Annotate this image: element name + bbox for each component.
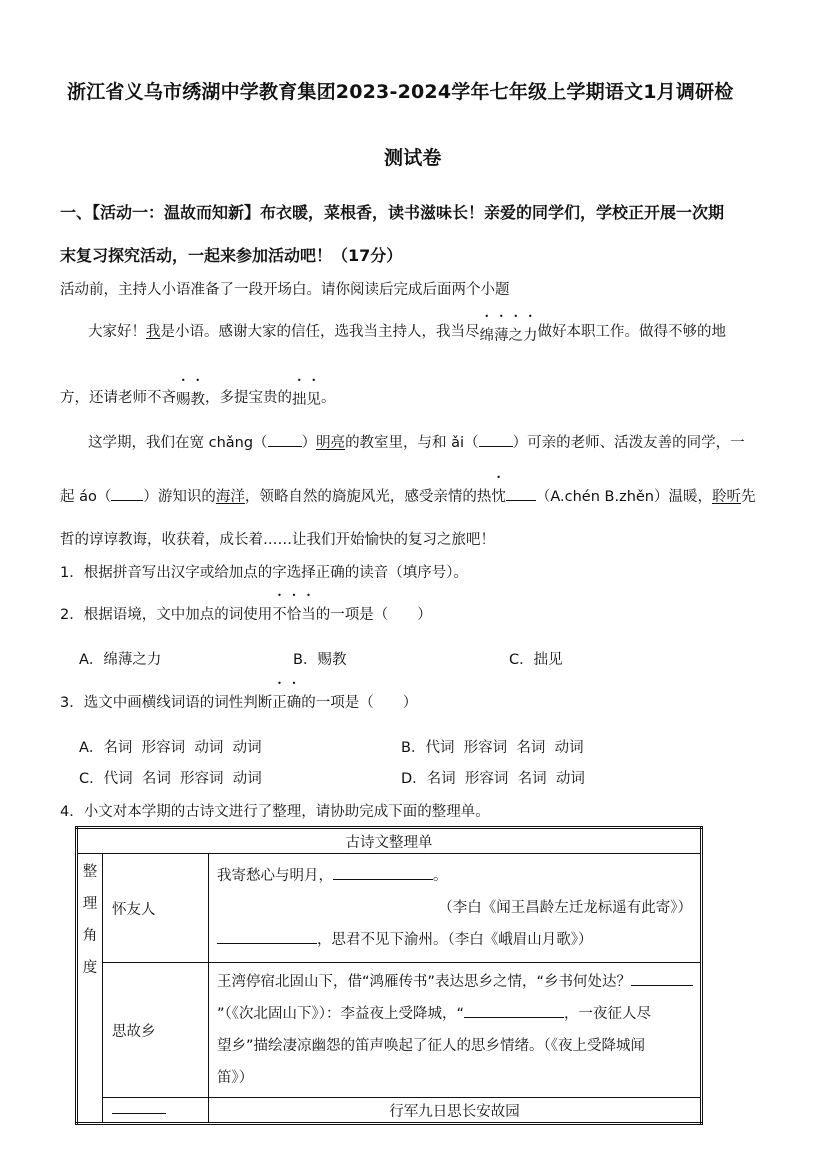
content-cell-poem-title: 行军九日思长安故园 [209,1098,702,1124]
passage-text: 这学期，我们在宽 chǎng（ [88,435,268,451]
poem-blank-4[interactable] [464,1017,564,1018]
poem-line: 笛》） [217,1070,254,1086]
passage-text: 做好本职工作。做得不够的地 [537,324,726,340]
question-text: 的一项是（ ） [301,695,418,711]
passage-text: ） [301,435,317,451]
q3-option-d[interactable]: D．名词 形容词 名词 动词 [401,771,585,787]
content-cell-homesick [209,963,702,1098]
pinyin-blank-3[interactable] [111,500,143,501]
pinyin-blank-1[interactable] [268,446,302,447]
question-4: 4．小文对本学期的古诗文进行了整理，请协助完成下面的整理单。 [60,804,490,820]
poem-line: ，一夜征人尽 [564,1006,652,1022]
underlined-word-wo: 我 [146,324,161,340]
q3-option-a[interactable]: A．名词 形容词 动词 动词 [79,740,262,756]
passage-text: ）游知识的 [143,489,216,505]
passage-text: ，领略自然的旖旎风光，感受亲情的热 [244,489,492,505]
q2-option-b[interactable]: B．赐教 [293,652,347,668]
q3-option-b[interactable]: B．代词 形容词 名词 动词 [401,740,584,756]
intro-text: 活动前，主持人小语准备了一段开场白。请你阅读后完成后面两个小题 [60,282,510,298]
passage-line4 [60,485,756,506]
poetry-summary-table [75,826,703,1125]
passage-text: ）可亲的老师、活泼友善的同学，一 [512,435,745,451]
underlined-word-haiyang: 海洋 [215,489,245,505]
passage-text: 。 [321,390,336,406]
page-title-line2: 测试卷 [384,147,442,169]
category-cell: 怀友人 [103,854,209,963]
category-cell: 思故乡 [103,963,209,1098]
q2-option-a[interactable]: A．绵薄之力 [79,652,162,668]
passage-text: 是小语。感谢大家的信任，选我当主持人，我当尽 [160,324,480,340]
poem-source: （李白《闻王昌龄左迁龙标遥有此寄》） [438,900,692,916]
question-3 [60,691,417,712]
reading-choice-blank[interactable] [506,500,536,501]
dotted-word-buqiadang: 不恰当 [272,607,316,623]
question-2 [60,603,432,624]
poem-line: 。 [433,868,448,884]
passage-text: 方，还请老师不吝 [60,390,176,406]
question-1: 1．根据拼音写出汉字或给加点的字选择正确的读音（填序号）。 [60,565,468,581]
passage-text: ，多提宝贵的 [205,390,292,406]
side-label-char: 整 [82,864,98,880]
category-cell-blank [103,1098,209,1124]
underlined-word-mingliang: 明亮 [316,435,346,451]
dotted-word-mianbo: 绵薄之力 [479,328,538,344]
q2-option-c[interactable]: C．拙见 [509,652,563,668]
table-caption: 古诗文整理单 [77,828,702,854]
pinyin-blank-2[interactable] [479,446,513,447]
section-heading-line1: 一、【活动一：温故而知新】布衣暖，菜根香，读书滋味长！亲爱的同学们，学校正开展一次期 [60,203,725,222]
question-text: 3．选文中画横线词语的词性判断 [60,695,273,711]
question-text: 的一项是（ ） [315,607,432,623]
side-label-cell [77,854,103,1124]
poem-line: 我寄愁心与明月， [217,868,333,884]
side-label-char: 角 [82,928,98,944]
content-cell-friends [209,854,702,963]
poem-line: 王湾停宿北固山下，借“鸿雁传书”表达思乡之情，“乡书何处达？ [217,974,632,990]
poem-line: ，思君不见下渝州。（李白《峨眉山月歌》） [317,932,593,948]
passage-line5: 哲的谆谆教诲，收获着，成长着……让我们开始愉快的复习之旅吧！ [60,532,495,548]
passage-text: 大家好！ [88,324,146,340]
passage-text: 先 [741,489,756,505]
underlined-word-lingting: 聆听 [712,489,741,505]
category-blank[interactable] [112,1113,166,1114]
section-heading-line2: 末复习探究活动，一起来参加活动吧！（17分） [60,246,403,265]
poem-blank-3[interactable] [631,985,693,986]
passage-text: 的教室里，与和 ǎi（ [345,435,479,451]
poem-blank-2[interactable] [217,943,317,944]
dotted-word-zhuojian: 拙见 [292,392,321,408]
side-label-char: 度 [82,960,98,976]
dotted-word-zhengque: 正确 [272,695,302,711]
poem-line: 望乡”描绘凄凉幽怨的笛声唤起了征人的思乡情绪。（《夜上受降城闻 [217,1038,646,1054]
passage-line1 [88,320,726,344]
passage-text: 起 áo（ [60,489,112,505]
dotted-word-cijiao: 赐教 [176,392,205,408]
page-title-line1: 浙江省义乌市绣湖中学教育集团2023-2024学年七年级上学期语文1月调研检 [67,81,734,103]
q3-option-c[interactable]: C．代词 名词 形容词 动词 [79,771,262,787]
question-text: 2．根据语境，文中加点的词使用 [60,607,273,623]
side-label-char: 理 [82,896,98,912]
poem-line: ”（《次北固山下》）：李益夜上受降城，“ [217,1006,465,1022]
poem-blank-1[interactable] [333,879,433,880]
passage-line3 [88,431,745,452]
dotted-char-chen: 忱 [491,489,506,505]
passage-line2 [60,386,336,407]
passage-text: （A.chén B.zhěn）温暖， [535,489,712,505]
